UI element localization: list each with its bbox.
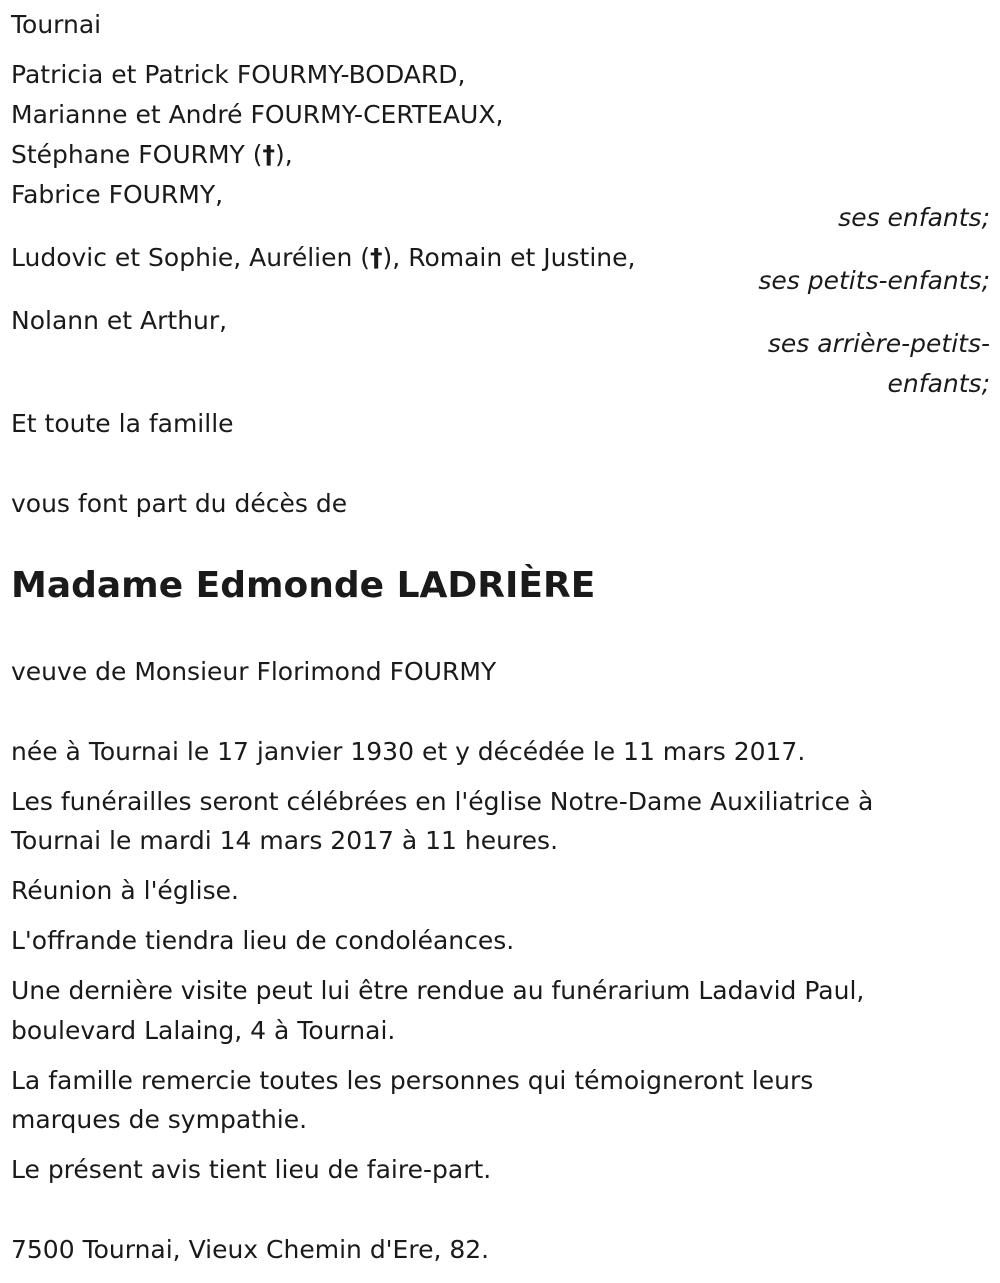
notice-line: Le présent avis tient lieu de faire-part. xyxy=(11,1155,492,1184)
meeting-line: Réunion à l'église. xyxy=(11,876,239,905)
deceased-name: Madame Edmonde LADRIÈRE xyxy=(11,565,596,606)
grandchildren-line xyxy=(11,243,635,273)
grandchildren-part-2: ), Romain et Justine, xyxy=(382,243,636,272)
visit-line-1: Une dernière visite peut lui être rendue au funérarium Ladavid Paul, xyxy=(11,976,865,1005)
thanks-line-2: marques de sympathie. xyxy=(11,1105,308,1134)
child-name-stephane: Stéphane FOURMY ( xyxy=(11,140,263,169)
thanks-line-1: La famille remercie toutes les personnes qui témoigneront leurs xyxy=(11,1066,814,1095)
funeral-line-1: Les funérailles seront célébrées en l'église Notre-Dame Auxiliatrice à xyxy=(11,787,874,816)
child-line-4: Fabrice FOURMY, xyxy=(11,180,224,209)
offering-line: L'offrande tiendra lieu de condoléances. xyxy=(11,926,515,955)
child-name-suffix: ), xyxy=(275,140,293,169)
children-role: ses enfants; xyxy=(838,203,990,232)
child-line-1: Patricia et Patrick FOURMY-BODARD, xyxy=(11,60,466,89)
cross-icon: † xyxy=(262,140,276,169)
great-grandchildren-role-1: ses arrière-petits- xyxy=(767,329,990,358)
great-grandchildren-line: Nolann et Arthur, xyxy=(11,306,228,335)
child-line-2: Marianne et André FOURMY-CERTEAUX, xyxy=(11,100,504,129)
great-grandchildren-role-2: enfants; xyxy=(887,369,990,398)
funeral-line-2: Tournai le mardi 14 mars 2017 à 11 heures. xyxy=(11,826,559,855)
cross-icon: † xyxy=(370,243,383,272)
visit-line-2: boulevard Lalaing, 4 à Tournai. xyxy=(11,1016,396,1045)
address-line: 7500 Tournai, Vieux Chemin d'Ere, 82. xyxy=(11,1235,490,1264)
birth-death-line: née à Tournai le 17 janvier 1930 et y décédée le 11 mars 2017. xyxy=(11,737,806,766)
grandchildren-role: ses petits-enfants; xyxy=(758,266,990,295)
announce-line: vous font part du décès de xyxy=(11,489,348,518)
city-heading: Tournai xyxy=(11,10,102,39)
family-line: Et toute la famille xyxy=(11,409,234,438)
grandchildren-part-1: Ludovic et Sophie, Aurélien ( xyxy=(11,243,371,272)
child-line-3 xyxy=(11,140,293,170)
widow-of-line: veuve de Monsieur Florimond FOURMY xyxy=(11,657,497,686)
